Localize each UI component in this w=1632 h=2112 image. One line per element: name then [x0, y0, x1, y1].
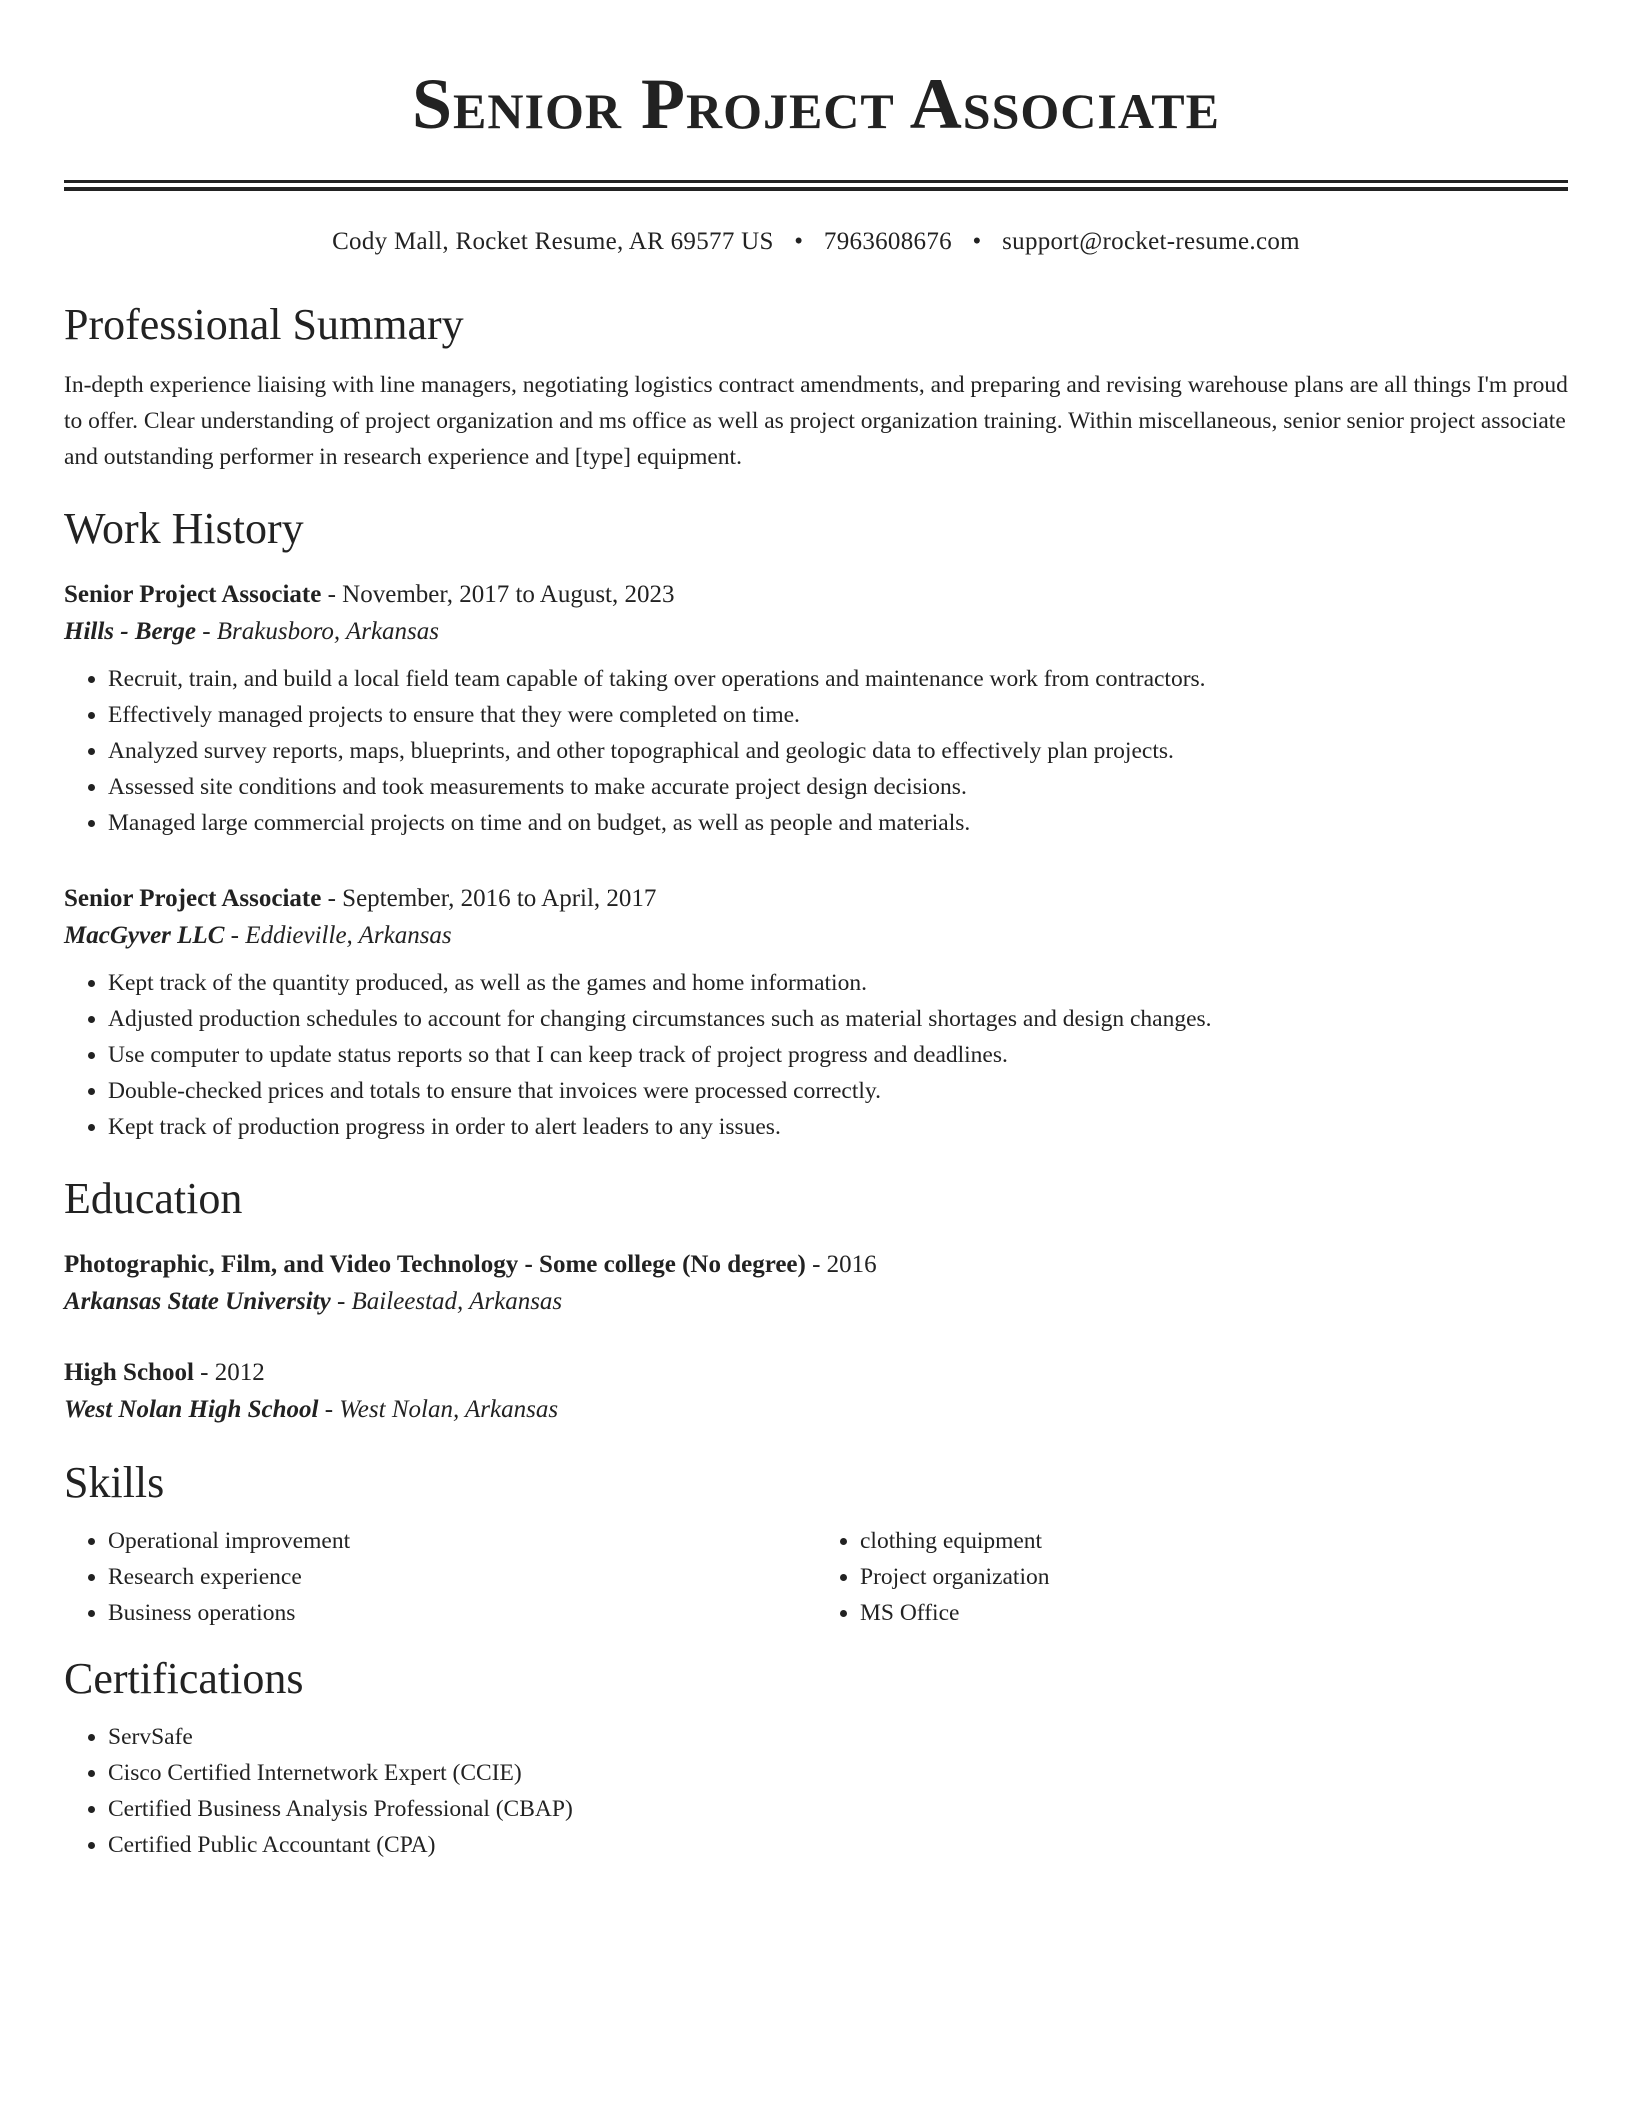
title-divider: [64, 180, 1568, 191]
skill-item: • MS Office: [860, 1595, 1568, 1631]
job-title: Senior Project Associate: [64, 885, 322, 912]
degree-line: [64, 1355, 1568, 1391]
list-item: • Managed large commercial projects on time and on budget, as well as people and materials.: [108, 805, 1568, 841]
list-item: • Adjusted production schedules to account for changing circumstances such as material shortages and design changes.: [108, 1001, 1568, 1037]
job-company: MacGyver LLC: [64, 922, 225, 949]
degree-name: High School: [64, 1359, 194, 1386]
school-line: [64, 1283, 1568, 1321]
contact-line: [64, 225, 1568, 259]
skills-list-right: [816, 1523, 1568, 1631]
summary-heading: Professional Summary: [64, 300, 464, 349]
job-location: - Brakusboro, Arkansas: [195, 618, 439, 645]
skill-item: • Project organization: [860, 1559, 1568, 1595]
certification-item: • ServSafe: [108, 1719, 1568, 1755]
work-history-heading: Work History: [64, 504, 304, 553]
skills-list-left: [64, 1523, 816, 1631]
contact-phone: 7963608676: [823, 228, 952, 255]
contact-address: Cody Mall, Rocket Resume, AR 69577 US: [332, 228, 774, 255]
contact-separator: •: [794, 228, 804, 255]
certification-item: • Certified Public Accountant (CPA): [108, 1827, 1568, 1863]
job-title: Senior Project Associate: [64, 581, 322, 608]
job-dates: - September, 2016 to April, 2017: [321, 885, 657, 912]
job-dates: - November, 2017 to August, 2023: [321, 581, 675, 608]
job-entry: [64, 881, 1568, 1145]
job-title-line: [64, 881, 1568, 917]
school-name: Arkansas State University: [64, 1288, 331, 1315]
job-location: - Eddieville, Arkansas: [224, 922, 452, 949]
list-item: • Recruit, train, and build a local field team capable of taking over operations and maintenance work from contractors.: [108, 661, 1568, 697]
school-line: [64, 1391, 1568, 1429]
education-heading: Education: [64, 1174, 243, 1223]
degree-line: [64, 1247, 1568, 1283]
school-name: West Nolan High School: [64, 1396, 319, 1423]
degree-year: - 2012: [193, 1359, 265, 1386]
skill-item: • Business operations: [108, 1595, 816, 1631]
job-company-line: [64, 613, 1568, 651]
skill-item: • Operational improvement: [108, 1523, 816, 1559]
degree-name: Photographic, Film, and Video Technology - Some college (No degree): [64, 1251, 806, 1278]
certification-item: • Certified Business Analysis Professional (CBAP): [108, 1791, 1568, 1827]
list-item: • Kept track of production progress in order to alert leaders to any issues.: [108, 1109, 1568, 1145]
resume-title: Senior Project Associate: [412, 64, 1220, 144]
certifications-list: [64, 1719, 1568, 1863]
job-duties-list: [64, 661, 1568, 841]
summary-text: In-depth experience liaising with line managers, negotiating logistics contract amendments, and preparing and revising warehouse plans are all things I'm proud to offer. Clear understanding of project organization and ms office as well as project organization training. Within miscellaneous, senior senior project associate and outstanding performer in research experience and [type] equipment.: [64, 372, 1568, 470]
education-entry: [64, 1247, 1568, 1321]
school-location: - Baileestad, Arkansas: [330, 1288, 563, 1315]
list-item: • Double-checked prices and totals to ensure that invoices were processed correctly.: [108, 1073, 1568, 1109]
job-title-line: [64, 577, 1568, 613]
list-item: • Analyzed survey reports, maps, blueprints, and other topographical and geologic data to effectively plan projects.: [108, 733, 1568, 769]
school-location: - West Nolan, Arkansas: [318, 1396, 559, 1423]
list-item: • Use computer to update status reports so that I can keep track of project progress and deadlines.: [108, 1037, 1568, 1073]
skill-item: • Research experience: [108, 1559, 816, 1595]
degree-year: - 2016: [805, 1251, 877, 1278]
education-entry: [64, 1355, 1568, 1429]
skill-item: • clothing equipment: [860, 1523, 1568, 1559]
job-duties-list: [64, 965, 1568, 1145]
skills-grid: [64, 1523, 1568, 1631]
contact-separator: •: [972, 228, 982, 255]
certifications-heading: Certifications: [64, 1654, 304, 1703]
skills-heading: Skills: [64, 1458, 165, 1507]
job-entry: [64, 577, 1568, 841]
job-company: Hills - Berge: [64, 618, 196, 645]
contact-email: support@rocket-resume.com: [1002, 228, 1300, 255]
list-item: • Effectively managed projects to ensure that they were completed on time.: [108, 697, 1568, 733]
list-item: • Kept track of the quantity produced, as well as the games and home information.: [108, 965, 1568, 1001]
list-item: • Assessed site conditions and took measurements to make accurate project design decisions.: [108, 769, 1568, 805]
certification-item: • Cisco Certified Internetwork Expert (CCIE): [108, 1755, 1568, 1791]
job-company-line: [64, 917, 1568, 955]
